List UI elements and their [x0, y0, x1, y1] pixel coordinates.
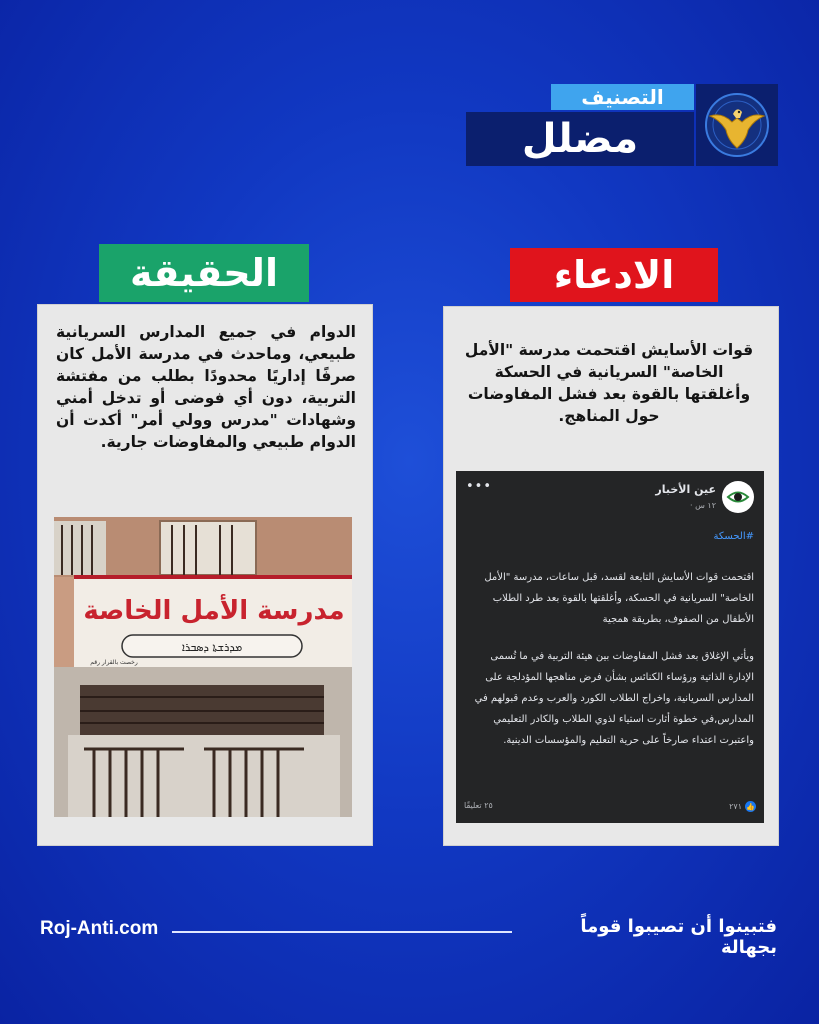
post-time: ١٢ س ·	[690, 501, 716, 510]
school-license-text: رخصت بالقرار رقم	[90, 659, 138, 666]
post-hashtag[interactable]: #الحسكة	[713, 531, 754, 542]
school-photo	[54, 517, 352, 817]
truth-panel	[38, 305, 372, 845]
claim-label: الادعاء	[510, 248, 718, 302]
category-label: التصنيف	[551, 84, 694, 110]
category-badge	[466, 84, 778, 166]
more-options-icon[interactable]: •••	[466, 479, 493, 494]
truth-text: الدوام في جميع المدارس السريانية طبيعي، وماحدث في مدرسة الأمل كان صرفًا إداريًا محدودًا بطلب من مفتشة التربية، دون أي فوضى أو تدخل أمني وشهادات "مدرس وولي أمر" أكدت أن الدوام طبيعي والمفاوضات جارية.	[56, 323, 356, 451]
like-icon: 👍	[746, 802, 755, 811]
verdict-label: مضلل	[466, 112, 694, 166]
post-footer	[464, 801, 756, 815]
facebook-post	[456, 471, 764, 823]
post-paragraph: ويأتي الإغلاق بعد فشل المفاوضات بين هيئة التربية في ما تُسمى الإدارة الذاتية ورؤساء الكنائس بشأن فرض مناهجها المؤدلجة على المدارس السريانية، واخراج الطلاب الكورد والعرب وعدم قبولهم في المدارس,في خطوة أثارت استياء لذوي الطلاب والكادر التعليمي واعتبرت اعتداء صارخاً على حرية التعليم والمؤسسات الدينية.	[474, 651, 754, 746]
post-page-name[interactable]: عين الأخبار	[655, 483, 716, 496]
post-paragraph: اقتحمت قوات الأسايش التابعة لقسد، قبل ساعات، مدرسة "الأمل الخاصة" السريانية في الحسكة، وأغلقتها بالقوة بعد طرد الطلاب الأطفال من الصفوف، بطريقة همجية	[484, 572, 754, 625]
post-body	[464, 567, 754, 767]
post-comments[interactable]: ٢٥ تعليقًا	[464, 801, 493, 810]
site-url[interactable]: Roj-Anti.com	[40, 918, 159, 939]
likes-count: ٢٧١	[729, 802, 742, 811]
claim-panel	[444, 307, 778, 845]
footer-slogan: فتبينوا أن تصيبوا قوماً بجهالة	[580, 916, 777, 958]
svg-text:ܡܕܪܫܬܐ ܕܣܒܪܐ: ܡܕܪܫܬܐ ܕܣܒܪܐ	[181, 641, 243, 654]
claim-text: قوات الأسايش اقتحمت مدرسة "الأمل الخاصة" السريانية في الحسكة وأغلقتها بالقوة بعد فشل المفاوضات حول المناهج.	[464, 341, 754, 425]
truth-label: الحقيقة	[99, 244, 309, 302]
post-likes[interactable]	[729, 801, 756, 812]
school-sign-text: مدرسة الأمل الخاصة	[83, 596, 345, 626]
eagle-icon	[696, 84, 778, 166]
eye-icon	[722, 481, 754, 513]
footer-divider	[172, 931, 512, 933]
